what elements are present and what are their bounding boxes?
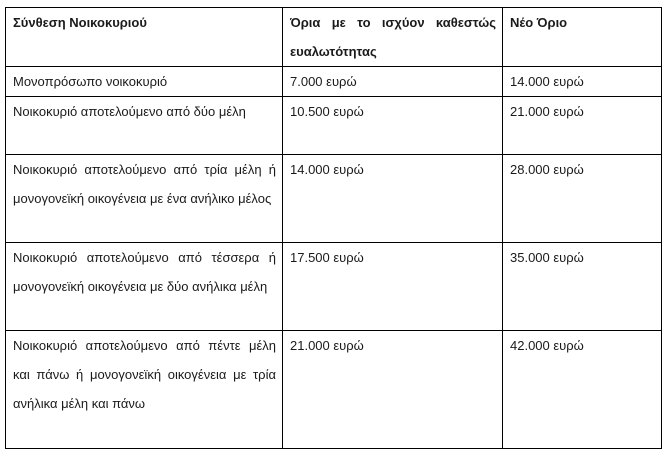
cell-household-composition: Νοικοκυριό αποτελούμενο από τέσσερα ή μονογονεϊκή οικογένεια με δύο ανήλικα μέλη xyxy=(6,243,283,331)
cell-current-limit: 17.500 ευρώ xyxy=(283,243,503,331)
table-row xyxy=(6,155,662,243)
table-row xyxy=(6,243,662,331)
table-row xyxy=(6,67,662,97)
cell-current-limit: 14.000 ευρώ xyxy=(283,155,503,243)
cell-new-limit: 35.000 ευρώ xyxy=(503,243,662,331)
income-limits-table-wrapper xyxy=(5,7,662,449)
cell-current-limit: 10.500 ευρώ xyxy=(283,97,503,155)
cell-household-composition: Μονοπρόσωπο νοικοκυριό xyxy=(6,67,283,97)
table-row xyxy=(6,97,662,155)
cell-household-composition: Νοικοκυριό αποτελούμενο από πέντε μέλη και πάνω ή μονογονεϊκή οικογένεια με τρία ανήλικα μέλη και πάνω xyxy=(6,331,283,449)
cell-new-limit: 42.000 ευρώ xyxy=(503,331,662,449)
cell-current-limit: 7.000 ευρώ xyxy=(283,67,503,97)
income-limits-table xyxy=(5,7,662,449)
table-header-row xyxy=(6,8,662,67)
table-row xyxy=(6,331,662,449)
header-current-limits: Όρια με το ισχύον καθεστώς ευαλωτότητας xyxy=(283,8,503,67)
header-household-composition: Σύνθεση Νοικοκυριού xyxy=(6,8,283,67)
cell-new-limit: 14.000 ευρώ xyxy=(503,67,662,97)
cell-new-limit: 21.000 ευρώ xyxy=(503,97,662,155)
cell-new-limit: 28.000 ευρώ xyxy=(503,155,662,243)
cell-household-composition: Νοικοκυριό αποτελούμενο από δύο μέλη xyxy=(6,97,283,155)
cell-household-composition: Νοικοκυριό αποτελούμενο από τρία μέλη ή μονογονεϊκή οικογένεια με ένα ανήλικο μέλος xyxy=(6,155,283,243)
header-new-limit: Νέο Όριο xyxy=(503,8,662,67)
cell-current-limit: 21.000 ευρώ xyxy=(283,331,503,449)
